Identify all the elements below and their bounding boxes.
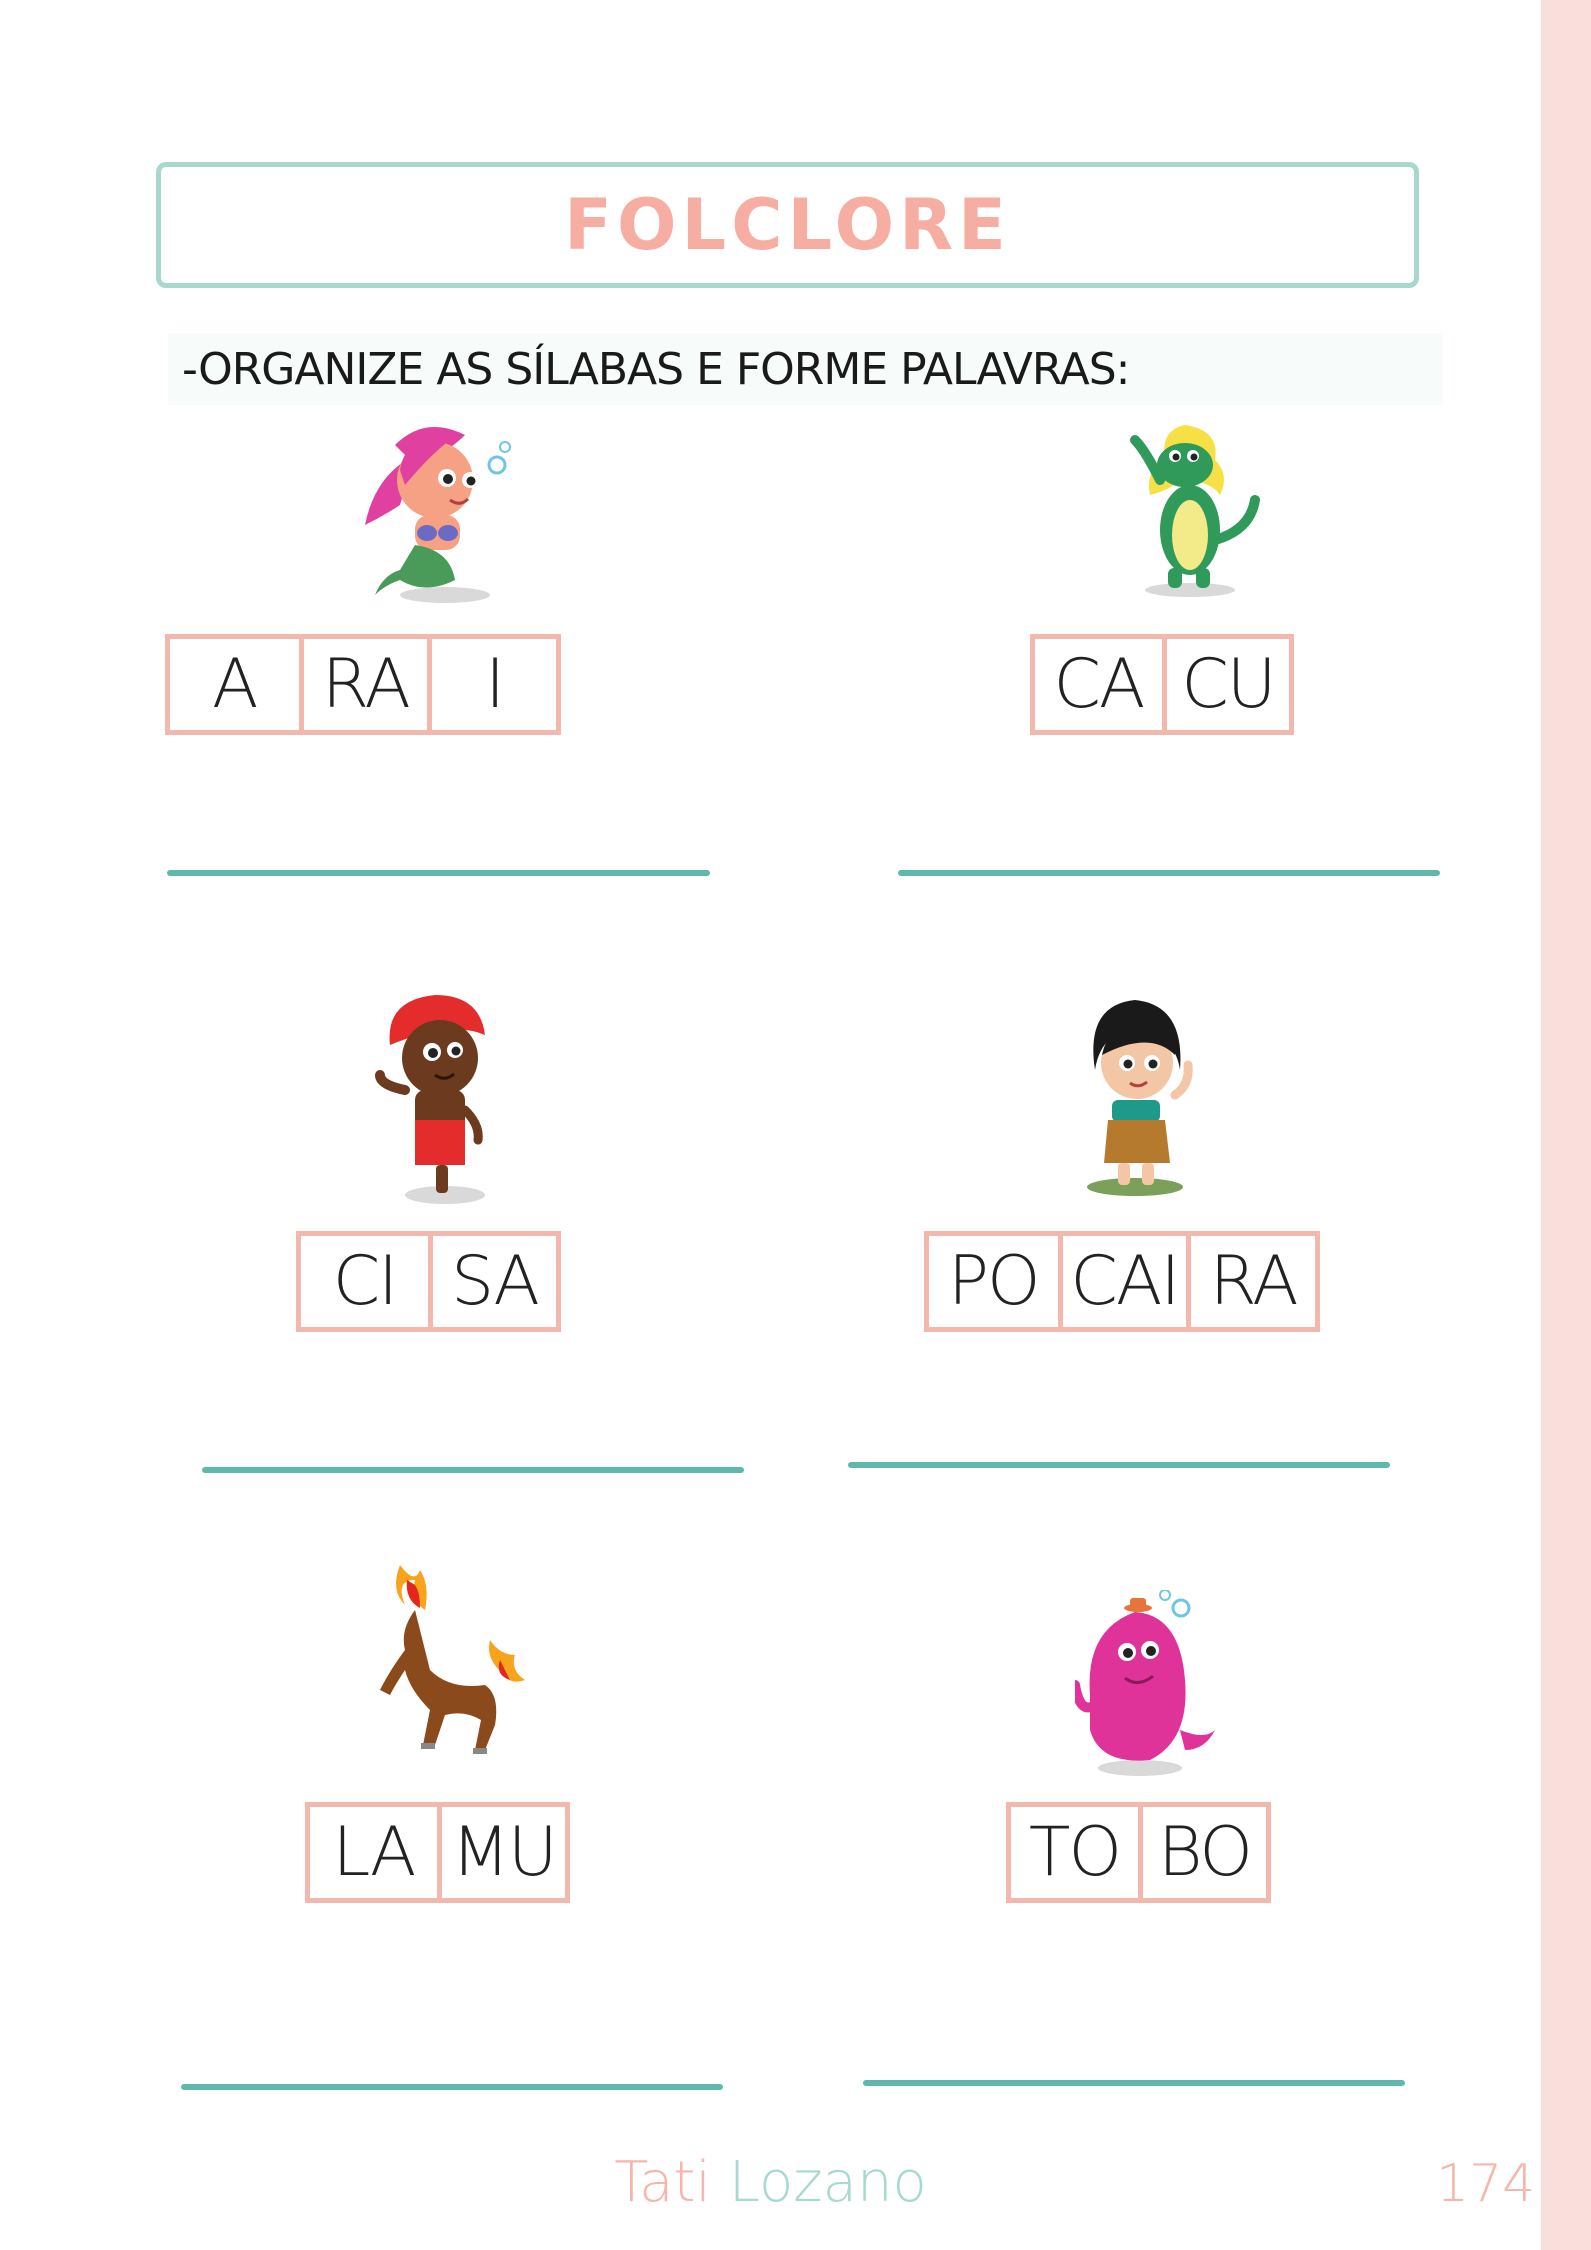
instruction-bar [168,333,1443,405]
answer-line[interactable] [181,2084,723,2090]
syllable-box-iara [165,634,561,735]
syllable-cell: A [212,645,257,724]
answer-line[interactable] [848,1462,1390,1468]
answer-line[interactable] [202,1467,744,1473]
author-first-name: Tati [614,2150,711,2215]
instruction-text: -ORGANIZE AS SÍLABAS E FORME PALAVRAS: [182,343,1130,395]
saci-icon [370,990,500,1210]
syllable-cell: TO [1028,1813,1120,1892]
side-strip [1541,0,1591,2250]
author-last-name: Lozano [728,2150,927,2215]
syllable-cell: I [427,639,556,730]
answer-line[interactable] [863,2080,1405,2086]
syllable-cell: LA [332,1813,415,1892]
mermaid-icon [355,415,515,610]
syllable-cell: SA [428,1236,556,1327]
answer-line[interactable] [167,870,710,876]
syllable-cell: RA [1186,1236,1315,1327]
syllable-cell: CU [1162,639,1289,730]
page-number: 174 [1436,2154,1536,2214]
footer-author [0,2150,1541,2215]
syllable-cell: MU [437,1807,565,1898]
syllable-box-mula [305,1802,570,1903]
syllable-box-boto [1006,1802,1271,1903]
syllable-box-saci [296,1231,561,1332]
syllable-box-cuca [1030,634,1294,735]
syllable-cell: CI [332,1242,397,1321]
pink-dolphin-icon [1075,1590,1225,1780]
indigenous-girl-icon [1080,995,1200,1200]
syllable-cell: CAI [1058,1236,1187,1327]
answer-line[interactable] [898,870,1440,876]
page-title: FOLCLORE [564,184,1011,266]
syllable-cell: BO [1138,1807,1266,1898]
title-box [156,162,1419,288]
syllable-cell: PO [948,1242,1039,1321]
syllable-cell: CA [1053,645,1144,724]
syllable-cell: RA [299,639,428,730]
alligator-icon [1130,420,1260,600]
syllable-box-caipora [924,1231,1320,1332]
headless-mule-icon [375,1560,525,1765]
